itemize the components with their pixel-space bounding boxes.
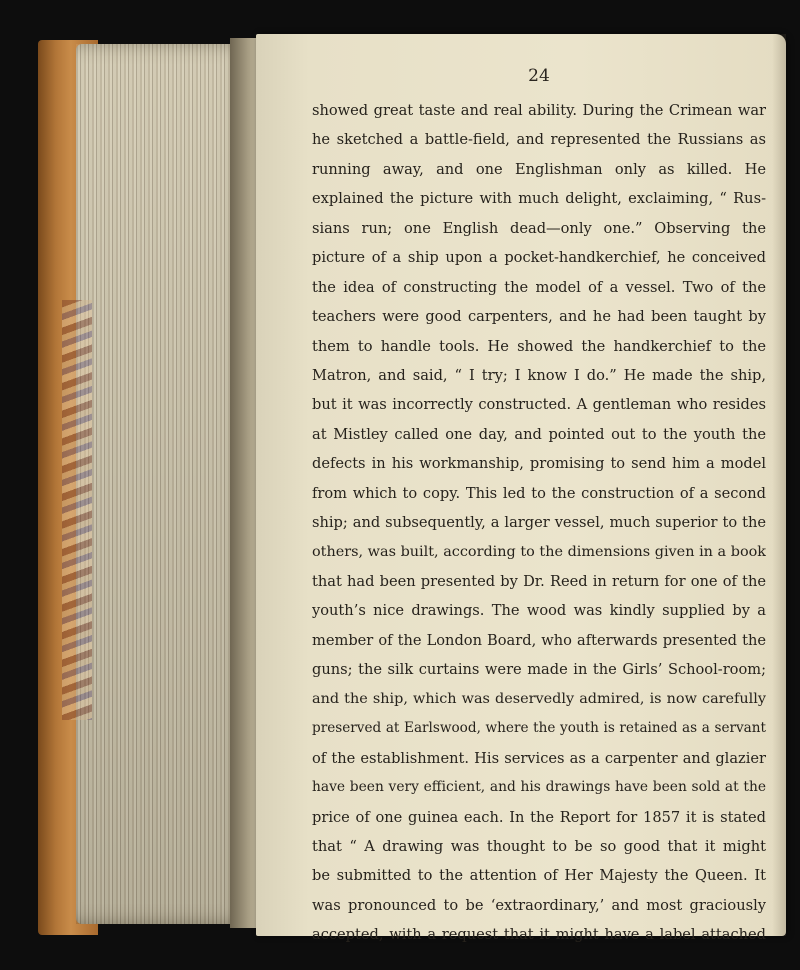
text-line: price of one guinea each. In the Report for 1857 it is stated [312, 808, 766, 826]
text-line: was pronounced to be ‘extraordinary,’ and most graciously [312, 896, 766, 914]
text-line: have been very efficient, and his drawings have been sold at the [312, 779, 766, 796]
text-line: and the ship, which was deservedly admired, is now carefully [312, 690, 766, 707]
text-line: member of the London Board, who afterwards presented the [312, 631, 766, 649]
text-line: Matron, and said, “ I try; I know I do.” He made the ship, [312, 366, 766, 384]
text-line: picture of a ship upon a pocket-handkerchief, he conceived [312, 249, 766, 267]
text-line: from which to copy. This led to the construction of a second [312, 484, 766, 502]
text-line: preserved at Earlswood, where the youth is retained as a servant [312, 720, 766, 737]
text-line: others, was built, according to the dimensions given in a book [312, 543, 766, 560]
text-line: ship; and subsequently, a larger vessel, much superior to the [312, 514, 766, 532]
text-line: that had been presented by Dr. Reed in return for one of the [312, 573, 766, 590]
text-line: he sketched a battle-field, and represented the Russians as [312, 131, 766, 149]
text-line: the idea of constructing the model of a vessel. Two of the [312, 278, 766, 296]
page-number: 24 [528, 66, 550, 86]
page-edge-shade [772, 34, 786, 936]
text-line: youth’s nice drawings. The wood was kindly supplied by a [312, 602, 766, 620]
marbled-endpaper [62, 300, 92, 720]
text-line: be submitted to the attention of Her Majesty the Queen. It [312, 867, 766, 885]
text-line: defects in his workmanship, promising to send him a model [312, 455, 766, 473]
text-line: them to handle tools. He showed the handkerchief to the [312, 337, 766, 355]
book-page [256, 34, 786, 944]
text-line: guns; the silk curtains were made in the Girls’ School-room; [312, 661, 766, 679]
text-line: accepted, with a request that it might have a label attached [312, 926, 766, 944]
page-edges [76, 44, 256, 924]
text-line: that “ A drawing was thought to be so good that it might [312, 837, 766, 855]
page-body-text [312, 96, 766, 950]
text-line: at Mistley called one day, and pointed out to the youth the [312, 425, 766, 443]
text-line: but it was incorrectly constructed. A gentleman who resides [312, 396, 766, 414]
text-line: of the establishment. His services as a carpenter and glazier [312, 749, 766, 767]
text-line: showed great taste and real ability. During the Crimean war [312, 102, 766, 119]
text-line: explained the picture with much delight, exclaiming, “ Rus- [312, 190, 766, 208]
text-line: sians run; one English dead—only one.” Observing the [312, 219, 766, 237]
text-line: teachers were good carpenters, and he had been taught by [312, 308, 766, 326]
text-line: running away, and one Englishman only as killed. He [312, 160, 766, 178]
